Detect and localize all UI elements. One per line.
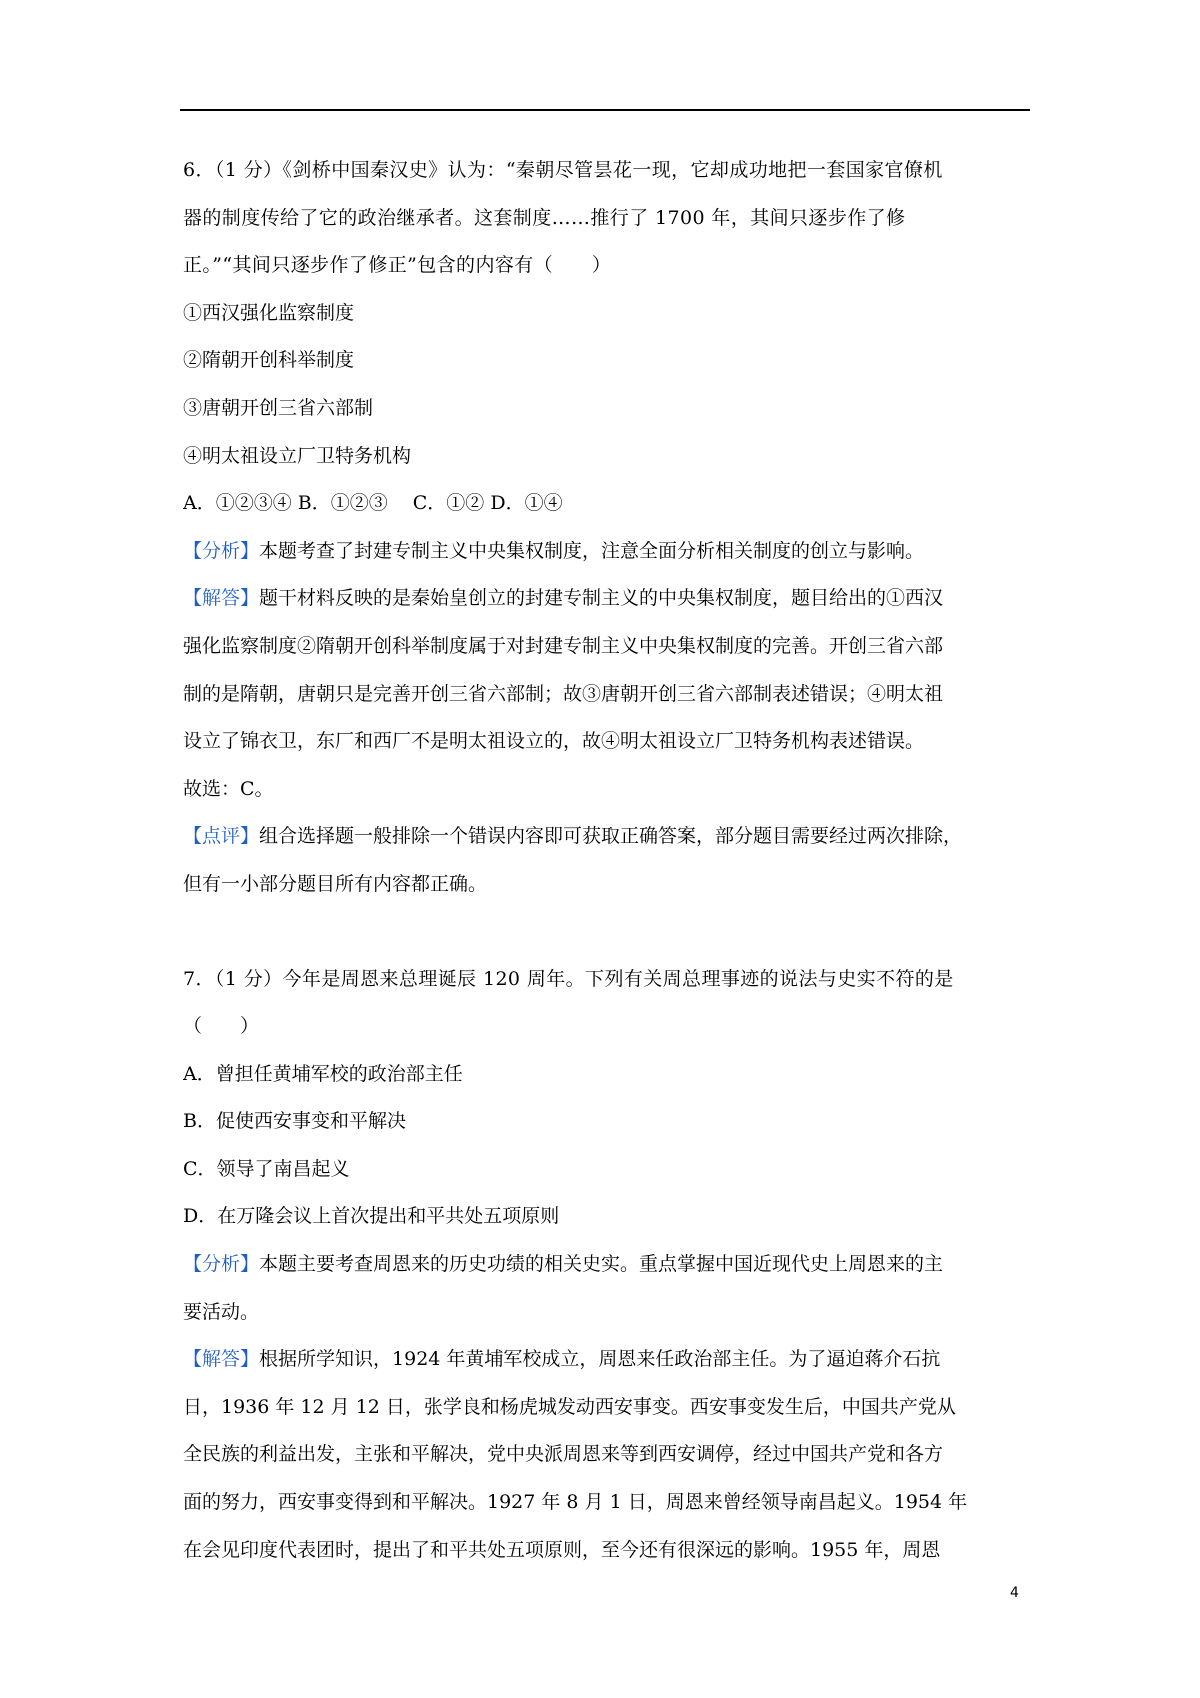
question-6-item: ④明太祖设立厂卫特务机构 [183, 444, 412, 467]
analysis-text: 本题考查了封建专制主义中央集权制度，注意全面分析相关制度的创立与影响。 [259, 539, 925, 562]
question-6-item: ①西汉强化监察制度 [183, 301, 355, 324]
answer-tag: 【解答】 [183, 1348, 260, 1371]
question-6-stem-line: 正。”“其间只逐步作了修正”包含的内容有（ ） [183, 254, 612, 277]
answer-text-line: 日，1936 年 12 月 12 日，张学良和杨虎城发动西安事变。西安事变发生后，中国共产党从 [183, 1395, 956, 1418]
answer-text-line: 强化监察制度②隋朝开创科举制度属于对封建专制主义中央集权制度的完善。开创三省六部 [183, 634, 944, 657]
header-rule [180, 109, 1030, 111]
document-body [183, 147, 1031, 1574]
question-6-options: A．①②③④ B．①②③ C．①② D．①④ [183, 492, 563, 515]
answer-text: 根据所学知识，1924 年黄埔军校成立，周恩来任政治部主任。为了逼迫蒋介石抗 [259, 1348, 941, 1371]
analysis-tag: 【分析】 [183, 1253, 260, 1276]
question-6-analysis [183, 528, 1031, 576]
answer-text-line: 设立了锦衣卫，东厂和西厂不是明太祖设立的，故④明太祖设立厂卫特务机构表述错误。 [183, 730, 925, 753]
answer-text-line: 面的努力，西安事变得到和平解决。1927 年 8 月 1 日，周恩来曾经领导南昌起义。1954 年 [183, 1491, 968, 1514]
question-7 [183, 956, 1031, 1575]
question-7-option: A．曾担任黄埔军校的政治部主任 [183, 1062, 463, 1085]
question-6-stem-line: 6．（1 分）《剑桥中国秦汉史》认为：“秦朝尽管昙花一现，它却成功地把一套国家官僚机 [183, 159, 943, 181]
question-6 [183, 147, 1031, 909]
answer-tag: 【解答】 [183, 587, 260, 610]
comment-text-line: 但有一小部分题目所有内容都正确。 [183, 872, 488, 895]
comment-text: 组合选择题一般排除一个错误内容即可获取正确答案，部分题目需要经过两次排除， [259, 825, 963, 848]
section-gap [183, 909, 1031, 956]
analysis-text: 本题主要考查周恩来的历史功绩的相关史实。重点掌握中国近现代史上周恩来的主 [259, 1253, 944, 1276]
question-7-stem-line: （ ） [183, 1015, 260, 1038]
question-6-item: ②隋朝开创科举制度 [183, 349, 355, 372]
answer-text-line: 全民族的利益出发，主张和平解决，党中央派周恩来等到西安调停，经过中国共产党和各方 [183, 1443, 944, 1466]
answer-text-line: 在会见印度代表团时，提出了和平共处五项原则，至今还有很深远的影响。1955 年，周恩 [183, 1538, 941, 1561]
question-6-item: ③唐朝开创三省六部制 [183, 396, 374, 419]
question-6-answer [183, 575, 1031, 623]
analysis-tag: 【分析】 [183, 539, 260, 562]
answer-text: 题干材料反映的是秦始皇创立的封建专制主义的中央集权制度，题目给出的①西汉 [259, 587, 944, 610]
question-7-answer [183, 1336, 1031, 1384]
question-7-option: C．领导了南昌起义 [183, 1157, 350, 1180]
page-number: 4 [1010, 1585, 1019, 1601]
question-6-comment [183, 813, 1031, 861]
answer-choice: 故选：C。 [183, 777, 274, 800]
analysis-text-line: 要活动。 [183, 1300, 260, 1323]
question-7-stem-line: 7．（1 分）今年是周恩来总理诞辰 120 周年。下列有关周总理事迹的说法与史实不符的是 [183, 967, 954, 990]
question-7-analysis [183, 1241, 1031, 1289]
comment-tag: 【点评】 [183, 825, 260, 848]
answer-text-line: 制的是隋朝，唐朝只是完善开创三省六部制；故③唐朝开创三省六部制表述错误；④明太祖 [183, 682, 944, 705]
question-7-option: B．促使西安事变和平解决 [183, 1110, 406, 1133]
question-7-option: D．在万隆会议上首次提出和平共处五项原则 [183, 1205, 560, 1228]
question-6-stem-line: 器的制度传给了它的政治继承者。这套制度……推行了 1700 年，其间只逐步作了修 [183, 206, 906, 229]
